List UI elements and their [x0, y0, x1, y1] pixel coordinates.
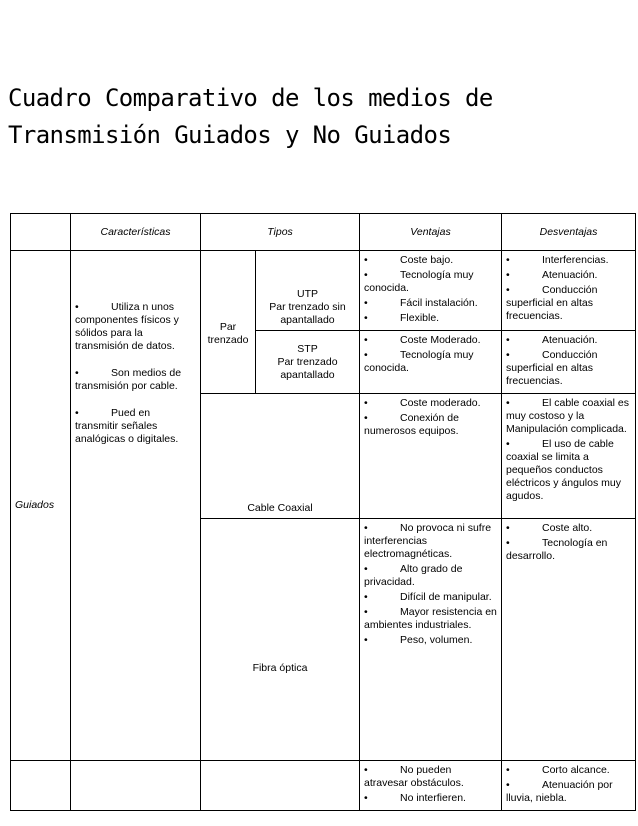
- title-line-1: Cuadro Comparativo de los medios de: [8, 84, 493, 112]
- bullet-icon: •: [506, 334, 510, 346]
- no-guiados-label: [11, 761, 71, 811]
- list-item: [364, 297, 497, 310]
- list-item: [506, 438, 631, 503]
- caracteristicas-list: [75, 301, 196, 446]
- list-item-text: El uso de cable coaxial se limita a pequeños conductos eléctricos y ángulos muy agudos.: [506, 438, 621, 502]
- bullet-icon: •: [75, 407, 79, 419]
- list-item: [364, 349, 497, 375]
- stp-ventajas: [360, 331, 502, 394]
- header-row: [11, 214, 636, 251]
- list-item: [364, 606, 497, 632]
- bullet-icon: •: [364, 334, 368, 346]
- list-item: [506, 537, 631, 563]
- bullet-icon: •: [506, 522, 510, 534]
- list-item: [364, 397, 497, 410]
- utp-desventajas: [502, 251, 636, 331]
- bullet-icon: •: [364, 297, 368, 309]
- list-item-text: No provoca ni sufre interferencias electromagnéticas.: [364, 522, 492, 560]
- bullet-icon: •: [364, 412, 368, 424]
- utp-name: UTP: [297, 288, 318, 300]
- list-item: [364, 312, 497, 325]
- list-item: [364, 591, 497, 604]
- list-item-text: Peso, volumen.: [400, 634, 473, 646]
- list-item: [506, 349, 631, 388]
- list-item-text: Atenuación.: [542, 334, 598, 346]
- row-no-guiados: [11, 761, 636, 811]
- bullet-icon: •: [364, 397, 368, 409]
- page-title: [8, 80, 628, 154]
- list-item-text: Fácil instalación.: [400, 297, 478, 309]
- fibra-ventajas-list: [364, 522, 497, 647]
- coaxial-desventajas: [502, 394, 636, 519]
- list-item-text: Interferencias.: [542, 254, 609, 266]
- bullet-icon: •: [364, 591, 368, 603]
- coaxial-ventajas-list: [364, 397, 497, 438]
- bullet-icon: •: [364, 312, 368, 324]
- guiados-caracteristicas: [71, 251, 201, 761]
- list-item-text: Conducción superficial en altas frecuencias.: [506, 349, 598, 387]
- list-item-text: Alto grado de privacidad.: [364, 563, 463, 588]
- list-item-text: Corto alcance.: [542, 764, 610, 776]
- list-item: [364, 254, 497, 267]
- list-item: [364, 334, 497, 347]
- list-item: [75, 407, 196, 446]
- par-trenzado-label: Par trenzado: [201, 251, 256, 394]
- bullet-icon: •: [506, 254, 510, 266]
- bullet-icon: •: [506, 269, 510, 281]
- list-item-text: Flexible.: [400, 312, 440, 324]
- list-item: [506, 397, 631, 436]
- list-item-text: Difícil de manipular.: [400, 591, 492, 603]
- bullet-icon: •: [364, 792, 368, 804]
- bullet-icon: •: [506, 349, 510, 361]
- list-item-text: Conexión de numerosos equipos.: [364, 412, 459, 437]
- header-empty: [11, 214, 71, 251]
- bullet-icon: •: [506, 438, 510, 450]
- bullet-icon: •: [506, 537, 510, 549]
- guiados-label: Guiados: [11, 251, 71, 761]
- header-ventajas: Ventajas: [360, 214, 502, 251]
- coaxial-ventajas: [360, 394, 502, 519]
- list-item: [506, 269, 631, 282]
- bullet-icon: •: [364, 764, 368, 776]
- bullet-icon: •: [506, 284, 510, 296]
- list-item: [506, 522, 631, 535]
- bullet-icon: •: [364, 254, 368, 266]
- list-item: [506, 779, 631, 805]
- no-guiados-desventajas-list: [506, 764, 631, 805]
- stp-desventajas: [502, 331, 636, 394]
- list-item-text: Coste Moderado.: [400, 334, 481, 346]
- utp-cell: [256, 251, 360, 331]
- list-item-text: Tecnología en desarrollo.: [506, 537, 608, 562]
- list-item: [364, 792, 497, 805]
- list-item: [75, 367, 196, 393]
- title-line-2: Transmisión Guiados y No Guiados: [8, 121, 452, 149]
- no-guiados-tipos: [201, 761, 360, 811]
- no-guiados-desventajas: [502, 761, 636, 811]
- list-item: [364, 412, 497, 438]
- fibra-label: Fibra óptica: [201, 519, 360, 761]
- list-item: [364, 269, 497, 295]
- header-tipos: Tipos: [201, 214, 360, 251]
- list-item: [364, 634, 497, 647]
- list-item-text: Coste alto.: [542, 522, 593, 534]
- bullet-icon: •: [506, 397, 510, 409]
- list-item-text: Son medios de transmisión por cable.: [75, 367, 182, 392]
- stp-desventajas-list: [506, 334, 631, 388]
- list-item-text: No interfieren.: [400, 792, 466, 804]
- bullet-icon: •: [75, 301, 79, 313]
- list-item-text: Mayor resistencia en ambientes industriales.: [364, 606, 497, 631]
- list-item: [364, 563, 497, 589]
- bullet-icon: •: [364, 606, 368, 618]
- coaxial-desventajas-list: [506, 397, 631, 503]
- fibra-desventajas: [502, 519, 636, 761]
- bullet-icon: •: [75, 367, 79, 379]
- list-item: [75, 301, 196, 353]
- bullet-icon: •: [364, 349, 368, 361]
- no-guiados-ventajas: [360, 761, 502, 811]
- list-item: [364, 522, 497, 561]
- row-utp: [11, 251, 636, 331]
- list-item: [506, 764, 631, 777]
- utp-ventajas: [360, 251, 502, 331]
- list-item-text: Coste bajo.: [400, 254, 454, 266]
- list-item-text: Coste moderado.: [400, 397, 481, 409]
- bullet-icon: •: [364, 563, 368, 575]
- list-item-text: Tecnología muy conocida.: [364, 349, 474, 374]
- fibra-desventajas-list: [506, 522, 631, 563]
- bullet-icon: •: [364, 269, 368, 281]
- no-guiados-ventajas-list: [364, 764, 497, 805]
- stp-cell: [256, 331, 360, 394]
- coaxial-label: Cable Coaxial: [201, 394, 360, 519]
- bullet-icon: •: [506, 764, 510, 776]
- utp-desc: Par trenzado sin apantallado: [269, 301, 346, 326]
- utp-ventajas-list: [364, 254, 497, 325]
- list-item-text: Atenuación.: [542, 269, 598, 281]
- bullet-icon: •: [364, 522, 368, 534]
- list-item-text: Atenuación por lluvia, niebla.: [506, 779, 613, 804]
- list-item: [506, 284, 631, 323]
- list-item-text: Utiliza n unos componentes físicos y sólidos para la transmisión de datos.: [75, 301, 179, 352]
- list-item-text: Tecnología muy conocida.: [364, 269, 474, 294]
- fibra-ventajas: [360, 519, 502, 761]
- list-item: [506, 254, 631, 267]
- stp-ventajas-list: [364, 334, 497, 375]
- list-item-text: No pueden atravesar obstáculos.: [364, 764, 464, 789]
- bullet-icon: •: [506, 779, 510, 791]
- list-item-text: Pued en transmitir señales analógicas o digitales.: [75, 407, 179, 445]
- bullet-icon: •: [364, 634, 368, 646]
- comparison-table: [10, 213, 636, 811]
- list-item: [364, 764, 497, 790]
- stp-desc: Par trenzado apantallado: [277, 355, 338, 381]
- no-guiados-caracteristicas: [71, 761, 201, 811]
- utp-desventajas-list: [506, 254, 631, 323]
- list-item: [506, 334, 631, 347]
- stp-name: STP: [297, 342, 318, 355]
- list-item-text: Conducción superficial en altas frecuencias.: [506, 284, 598, 322]
- list-item-text: El cable coaxial es muy costoso y la Manipulación complicada.: [506, 397, 629, 435]
- header-desventajas: Desventajas: [502, 214, 636, 251]
- header-caracteristicas: Características: [71, 214, 201, 251]
